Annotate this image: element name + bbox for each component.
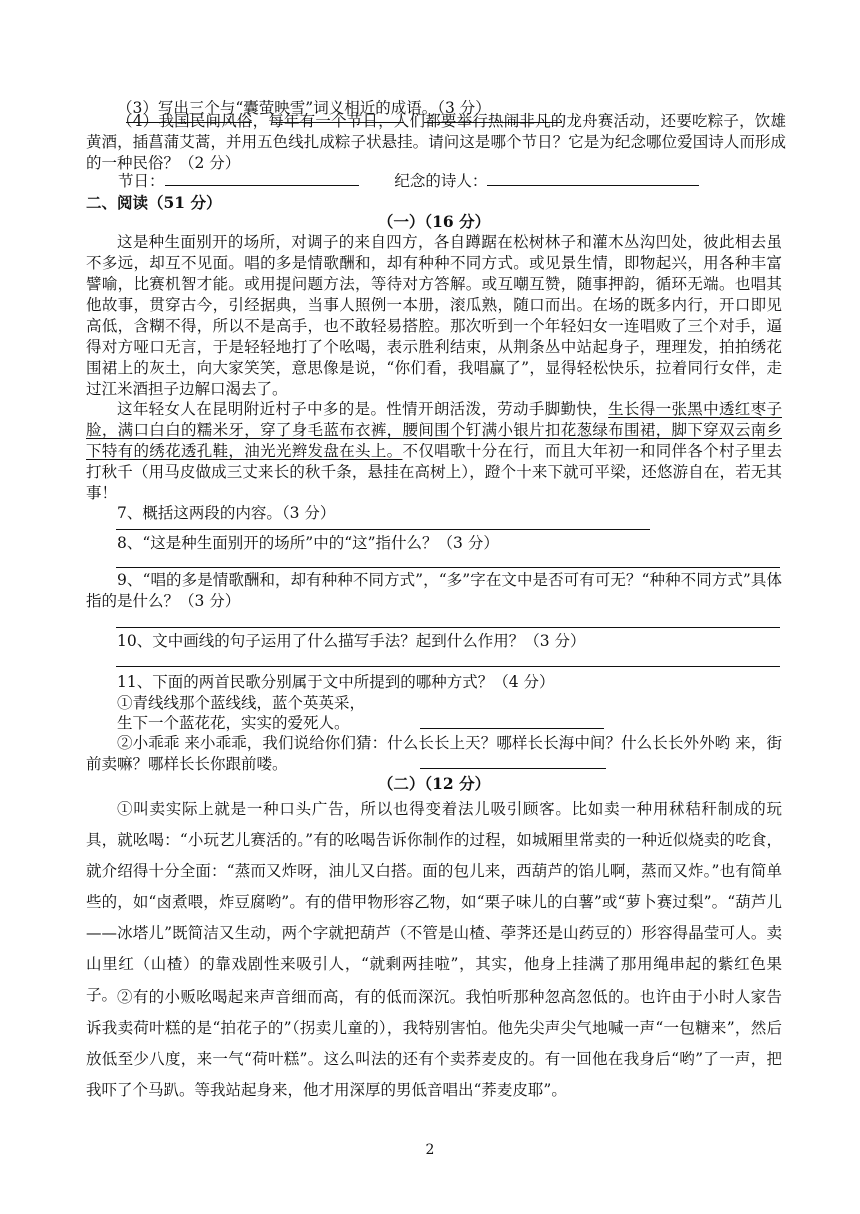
festival-answer-row [118, 171, 814, 192]
part1-title: （一）（16 分） [377, 212, 491, 231]
question-8: 8、“这是种生面别开的场所”中的“这”指什么？（3 分） [117, 534, 499, 552]
question-11: 11、下面的两首民歌分别属于文中所提到的哪种方式？（4 分） [117, 673, 555, 691]
para2-end: 不仅唱歌十分在行，而且大年初一和同伴各个村子里去打秋千（用马皮做成三丈来长的秋千条，悬挂在高树上），蹬个十来下就可平梁，还悠游自在，若无其事！ [86, 442, 782, 502]
section-title: 二、阅读（51 分） [86, 193, 222, 212]
answer-line[interactable] [420, 768, 606, 769]
question-4: （4）我国民间风俗，每年有一个节日，人们都要举行热闹非凡的龙舟赛活动，还要吃粽子，饮雄黄酒，插菖蒲艾蒿，并用五色线扎成粽子状悬挂。请问这是哪个节日？它是为纪念哪位爱国诗人而形成的一种民俗？（2 分） [86, 112, 786, 172]
folk-song-2: ②小乖乖 来小乖乖，我们说给你们猜：什么长长上天？哪样长长海中间？什么长长外外哟 来，街前卖嘛？哪样长长你跟前喽。 [86, 734, 782, 773]
question-10: 10、文中画线的句子运用了什么描写手法？起到什么作用？（3 分） [117, 632, 586, 650]
answer-line[interactable] [116, 567, 780, 568]
passage1-paragraph1: 这是种生面别开的场所，对调子的来自四方，各自蹲踞在松树林子和灌木丛沟凹处，彼此相去虽不多远，却互不见面。唱的多是情歌酬和，却有种种不同方式。或见景生情，即物起兴，用各种丰富譬喻，比赛机智才能。或用提问题方法，等待对方答解。或互嘲互赞，随事押韵，循环无端。也唱其他故事，贯穿古今，引经据典，当事人照例一本册，滚瓜熟，随口而出。在场的既多内行，开口即见高低，含糊不得，所以不是高手，也不敢轻易搭腔。那次听到一个年轻妇女一连唱败了三个对手，逼得对方哑口无言，于是轻轻地打了个吆喝，表示胜利结束，从荆条丛中站起身子，理理发，拍拍绣花围裙上的灰土，向大家笑笑，意思像是说，“你们看，我唱赢了”，显得轻松快乐，拉着同行女伴，走过江米酒担子边解口渴去了。 [86, 233, 782, 398]
para2-start: 这年轻女人在昆明附近村子中多的是。性情开朗活泼，劳动手脚勤快， [117, 400, 609, 418]
answer-line[interactable] [116, 666, 780, 667]
festival-label: 节日： [118, 172, 165, 190]
page-number: 2 [425, 1142, 435, 1158]
part2-title: （二）（12 分） [377, 774, 491, 793]
passage1-paragraph2 [86, 399, 782, 504]
folk-song-1-line-1: ①青线线那个蓝线线，蓝个英英采， [117, 694, 366, 712]
question-9: 9、“唱的多是情歌酬和，却有种种不同方式”，“多”字在文中是否可有可无？“种种不同方式”具体指的是什么？（3 分） [86, 571, 782, 610]
question-3: （3）写出三个与“囊萤映雪”词义相近的成语。（3 分） [117, 99, 491, 117]
answer-line[interactable] [116, 529, 650, 530]
folk-song-1-line-2: 生下一个蓝花花，实实的爱死人。 [117, 714, 350, 732]
answer-line[interactable] [116, 627, 780, 628]
underlined-sentence: 生长得一张黑中透红枣子脸，满口白白的糯米牙，穿了身毛蓝布衣裤，腰间围个钉满小银片扣花葱绿布围裙，脚下穿双云南乡下特有的绣花透孔鞋，油光光辫发盘在头上。 [86, 400, 782, 460]
question-7: 7、概括这两段的内容。（3 分） [117, 504, 336, 522]
poet-answer-line[interactable] [487, 171, 699, 186]
poet-label: 纪念的诗人： [394, 172, 488, 190]
passage2-paragraph1: ①叫卖实际上就是一种口头广告，所以也得变着法儿吸引顾客。比如卖一种用秫秸秆制成的玩具，就吆喝：“小玩艺儿赛活的。”有的吆喝告诉你制作的过程，如城厢里常卖的一种近似烧卖的吃食，就介绍得十分全面：“蒸而又炸呀，油儿又白搭。面的包儿来，西葫芦的馅儿啊，蒸而又炸。”也有简单些的，如“卤煮喂，炸豆腐哟”。有的借甲物形容乙物，如“栗子味儿的白薯”或“萝卜赛过梨”。“葫芦儿——冰塔儿”既简洁又生动，两个字就把葫芦（不管是山楂、荸荠还是山药豆的）形容得晶莹可人。卖山里红（山楂）的靠戏剧性来吸引人，“就剩两挂啦”，其实，他身上挂满了那用绳串起的紫红色果子。 [86, 800, 782, 1004]
answer-line[interactable] [420, 728, 604, 729]
passage2-paragraph2: ②有的小贩吆喝起来声音细而高，有的低而深沉。我怕听那种忽高忽低的。也许由于小时人家告诉我卖荷叶糕的是“拍花子的”（拐卖儿童的），我特别害怕。他先尖声尖气地喊一声“一包糖来”，然后放低至少八度，来一气“荷叶糕”。这么叫法的还有个卖荞麦皮的。有一回他在我身后“哟”了一声，把我吓了个马趴。等我站起身来，他才用深厚的男低音唱出“荞麦皮耶”。 [86, 988, 782, 1099]
festival-answer-line[interactable] [165, 171, 359, 186]
